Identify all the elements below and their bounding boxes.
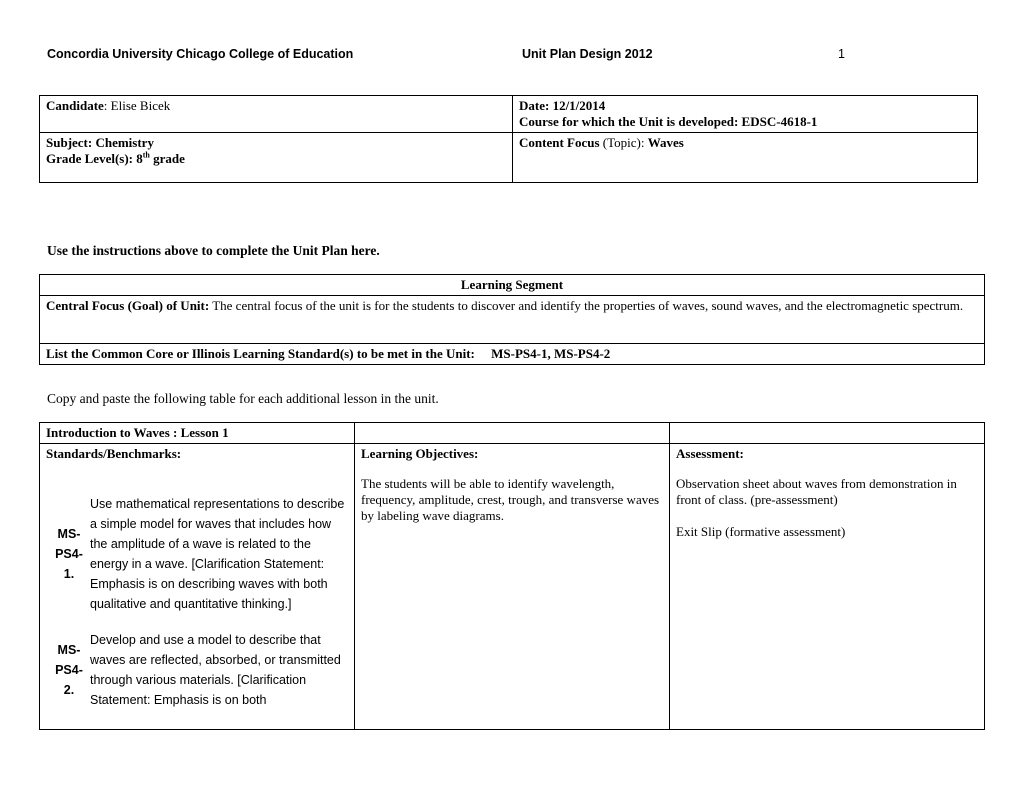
standard-item-1 bbox=[46, 494, 348, 614]
header-institution: Concordia University Chicago College of Education bbox=[47, 47, 354, 61]
objectives-text: The students will be able to identify wavelength, frequency, amplitude, crest, trough, and transverse waves by labeling wave diagrams. bbox=[361, 476, 660, 523]
standard-code: MS-PS4-2. bbox=[55, 643, 83, 697]
date-course-cell: Date: 12/1/2014 Course for which the Unit is developed: EDSC-4618-1 bbox=[513, 96, 978, 133]
standard-text: Develop and use a model to describe that waves are reflected, absorbed, or transmitted through various materials. [Clarification Statement: Emphasis is on both bbox=[90, 633, 341, 707]
subject-grade-cell: Subject: Chemistry Grade Level(s): 8th grade bbox=[40, 133, 513, 183]
lesson-title: Introduction to Waves : Lesson 1 bbox=[40, 423, 355, 444]
candidate-cell: Candidate: Elise Bicek bbox=[40, 96, 513, 133]
copy-note: Copy and paste the following table for each additional lesson in the unit. bbox=[47, 391, 439, 406]
standards-benchmarks-cell: Standards/Benchmarks: MS-PS4-1. Use mathematical representations to describe a simple model for waves that includes how the amplitude of a wave is related to the energy in a wave. [Clarification Statement: Emphasis is on describing waves with both qualitative and quantitative thinking.] MS-PS4-2. Develop and use a model to describe that waves are reflected, absorbed, or transmitted through various materials. [Clarification Statement: Emphasis is on both bbox=[40, 444, 355, 730]
learning-objectives-cell: Learning Objectives: The students will be able to identify wavelength, frequency, amplitude, crest, trough, and transverse waves by labeling wave diagrams. bbox=[355, 444, 670, 730]
header-title: Unit Plan Design 2012 bbox=[522, 47, 653, 61]
standards-cell: List the Common Core or Illinois Learning Standard(s) to be met in the Unit: MS-PS4-1, MS-PS4-2 bbox=[40, 344, 985, 365]
standard-code: MS-PS4-1. bbox=[55, 527, 83, 581]
standard-text: Use mathematical representations to describe a simple model for waves that includes how the amplitude of a wave is related to the energy in a wave. [Clarification Statement: Emphasis is on describing waves with both qualitative and quantitative thinking.] bbox=[90, 497, 345, 611]
page-number: 1 bbox=[838, 47, 845, 61]
assessment-cell: Assessment: Observation sheet about waves from demonstration in front of class. (pre-assessment) Exit Slip (formative assessment) bbox=[670, 444, 985, 730]
instructions-text: Use the instructions above to complete the Unit Plan here. bbox=[47, 243, 380, 258]
standard-item-2 bbox=[46, 630, 348, 710]
central-focus-cell: Central Focus (Goal) of Unit: The central focus of the unit is for the students to discover and identify the properties of waves, sound waves, and the electromagnetic spectrum. bbox=[40, 296, 985, 344]
lesson-table bbox=[39, 422, 985, 730]
content-focus-cell: Content Focus (Topic): Waves bbox=[513, 133, 978, 183]
segment-title: Learning Segment bbox=[40, 275, 985, 296]
lesson-title-empty-1 bbox=[355, 423, 670, 444]
assessment-item-2: Exit Slip (formative assessment) bbox=[676, 524, 846, 539]
lesson-title-empty-2 bbox=[670, 423, 985, 444]
info-table bbox=[39, 95, 978, 183]
assessment-item-1: Observation sheet about waves from demonstration in front of class. (pre-assessment) bbox=[676, 476, 957, 507]
learning-segment-table bbox=[39, 274, 985, 365]
